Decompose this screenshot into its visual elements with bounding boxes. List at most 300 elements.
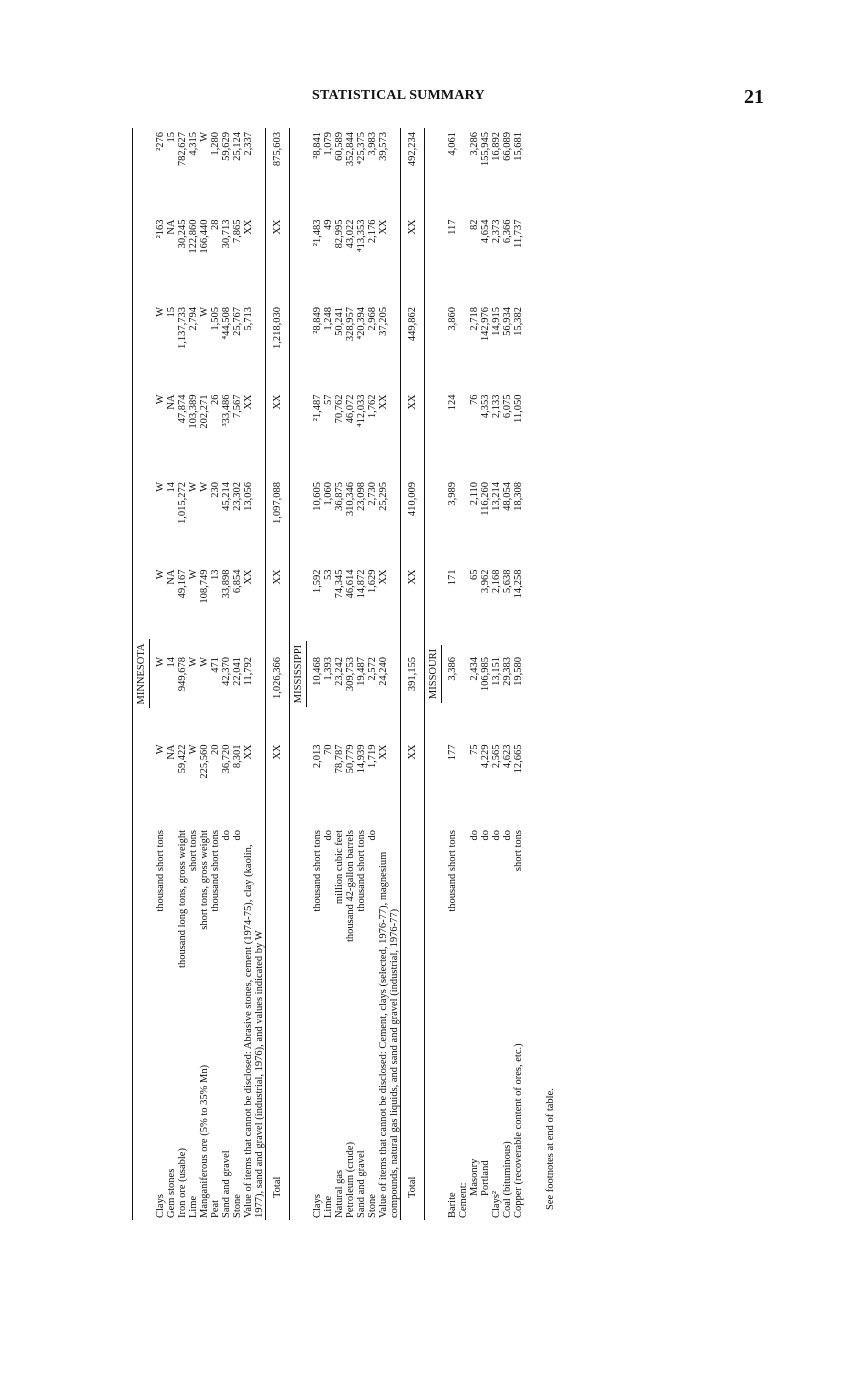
row-label-cell <box>334 828 345 1220</box>
row-label-cell <box>155 828 166 1220</box>
value-cell: 6,366 <box>502 219 513 244</box>
value-cell: ²276 <box>155 132 166 151</box>
value-cell: 56,934 <box>502 307 513 336</box>
row-label: Clays <box>312 1194 323 1218</box>
row-label: Sand and gravel <box>356 1150 367 1218</box>
total-row <box>401 128 425 1220</box>
value-cell: 309,753 <box>345 657 356 692</box>
value-cell: 166,440 <box>199 219 210 254</box>
row-label-cell <box>469 828 480 1220</box>
row-label: Coal (bituminous) <box>502 1141 513 1218</box>
total-value-cell: 391,155 <box>401 653 425 741</box>
row-label: Lime <box>323 1195 334 1218</box>
value-cell: 49,167 <box>177 569 188 599</box>
value-cell: 14,915 <box>491 307 502 336</box>
total-value-cell: XX <box>266 741 290 829</box>
row-label: Natural gas <box>334 1169 345 1218</box>
value-cell: 116,260 <box>480 482 491 516</box>
table-row <box>199 128 210 1220</box>
value-cell: 47,874 <box>177 394 188 424</box>
row-label: Barite <box>447 1192 458 1218</box>
total-row <box>266 128 290 1220</box>
value-cell <box>458 303 469 391</box>
row-label: Stone <box>367 1194 378 1218</box>
value-cell: 124 <box>447 394 458 411</box>
table-row <box>243 128 266 1220</box>
row-label-cell <box>166 828 177 1220</box>
value-cell: 2,730 <box>367 482 378 506</box>
row-unit: do <box>221 830 232 841</box>
row-label-cell <box>356 828 367 1220</box>
page-number: 21 <box>744 86 764 108</box>
value-cell: 78,787 <box>334 744 345 774</box>
value-cell: XX <box>378 744 389 760</box>
value-cell: W <box>155 569 166 580</box>
row-unit: thousand short tons <box>447 830 458 912</box>
value-cell: 28 <box>210 219 221 230</box>
value-cell: 3,989 <box>447 482 458 506</box>
row-label-cell <box>323 828 334 1220</box>
value-cell: W <box>155 482 166 492</box>
value-cell: 37,205 <box>378 307 389 336</box>
footnote-text: See footnotes at end of table. <box>545 1088 556 1210</box>
table-row <box>334 128 345 1220</box>
row-unit: do <box>367 830 378 841</box>
value-cell: 2,013 <box>312 744 323 769</box>
value-cell: 14 <box>166 482 177 493</box>
value-cell: 4,353 <box>480 394 491 419</box>
value-cell: 19,487 <box>356 657 367 686</box>
value-cell: 23,242 <box>334 657 345 686</box>
value-cell: 4,061 <box>447 132 458 156</box>
row-label: Value of items that cannot be disclosed: Cement, clays (selected, 1976-77), magnesium compounds, natural gas liquids, and sand and gravel (industrial, 1976-77) <box>378 851 400 1218</box>
row-label-cell <box>491 828 502 1220</box>
table-row <box>232 128 243 1220</box>
statistical-table <box>132 128 526 1220</box>
value-cell: 2,168 <box>491 569 502 594</box>
value-cell: 230 <box>210 482 221 498</box>
value-cell: 122,860 <box>188 219 199 254</box>
section-title: MISSISSIPPI <box>293 641 307 707</box>
value-cell: 60,589 <box>334 132 345 161</box>
value-cell: 7,567 <box>232 394 243 419</box>
table-row <box>447 128 458 1220</box>
value-cell: 225,560 <box>199 744 210 779</box>
value-cell: 2,176 <box>367 219 378 244</box>
value-cell <box>458 566 469 654</box>
value-cell <box>458 216 469 304</box>
row-label-cell <box>367 828 378 1220</box>
value-cell: 782,627 <box>177 132 188 167</box>
value-cell: W <box>199 482 210 492</box>
total-label: Total <box>401 828 425 1220</box>
section-header-row <box>133 128 156 1220</box>
row-label: Cement: <box>458 1182 469 1218</box>
total-value-cell: 1,218,030 <box>266 303 290 391</box>
value-cell: 106,985 <box>480 657 491 692</box>
table-row <box>378 128 401 1220</box>
row-label-cell <box>378 828 401 1220</box>
row-unit: do <box>323 830 334 841</box>
value-cell: 14,939 <box>356 744 367 774</box>
value-cell: 30,713 <box>221 219 232 249</box>
value-cell: 25,124 <box>232 132 243 161</box>
value-cell: 155,945 <box>480 132 491 167</box>
value-cell: W <box>188 657 199 667</box>
footnote <box>545 1020 585 1220</box>
value-cell: W <box>199 132 210 142</box>
table-row <box>323 128 334 1220</box>
value-cell: 2,133 <box>491 394 502 419</box>
value-cell: 5,638 <box>502 569 513 594</box>
table-row <box>491 128 502 1220</box>
value-cell: 1,280 <box>210 132 221 156</box>
value-cell: W <box>155 394 166 405</box>
table-row <box>513 128 524 1220</box>
section-header-row <box>425 128 448 1220</box>
value-cell: 1,248 <box>323 307 334 331</box>
value-cell: NA <box>166 219 177 235</box>
row-unit: do <box>480 830 491 841</box>
value-cell: 75 <box>469 744 480 755</box>
value-cell: 57 <box>323 394 334 405</box>
value-cell: 13 <box>210 569 221 580</box>
row-unit: thousand long tons, gross weight <box>177 830 188 968</box>
value-cell: 49 <box>323 219 334 230</box>
value-cell: 22,041 <box>232 657 243 686</box>
table-row <box>221 128 232 1220</box>
total-value-cell: 449,862 <box>401 303 425 391</box>
value-cell: 39,573 <box>378 132 389 161</box>
value-cell: 12,665 <box>513 744 524 774</box>
value-cell: 29,383 <box>502 657 513 686</box>
total-value-cell: 1,026,366 <box>266 653 290 741</box>
value-cell: W <box>188 482 199 492</box>
value-cell: ⁴12,033 <box>356 394 367 428</box>
table-row <box>480 128 491 1220</box>
value-cell: 1,629 <box>367 569 378 594</box>
value-cell: 15,382 <box>513 307 524 336</box>
value-cell <box>458 653 469 741</box>
value-cell: NA <box>166 569 177 585</box>
value-cell: 11,792 <box>243 657 254 686</box>
value-cell: 15 <box>166 307 177 318</box>
value-cell: 4,654 <box>480 219 491 244</box>
row-label-cell <box>345 828 356 1220</box>
value-cell: 65 <box>469 569 480 580</box>
value-cell: 10,605 <box>312 482 323 511</box>
table-row <box>469 128 480 1220</box>
value-cell: 5,713 <box>243 307 254 331</box>
row-unit: million cubic feet <box>334 830 345 905</box>
total-value-cell: XX <box>266 566 290 654</box>
rotated-table-container <box>132 128 532 1228</box>
value-cell: 2,373 <box>491 219 502 244</box>
value-cell: 36,875 <box>334 482 345 511</box>
row-label-cell <box>199 828 210 1220</box>
value-cell: 4,229 <box>480 744 491 769</box>
value-cell: 4,315 <box>188 132 199 156</box>
value-cell: 25,767 <box>232 307 243 336</box>
value-cell: ²1,487 <box>312 394 323 422</box>
row-label: Lime <box>188 1195 199 1218</box>
value-cell: ⁴13,353 <box>356 219 367 253</box>
row-label-cell <box>232 828 243 1220</box>
value-cell: 66,089 <box>502 132 513 161</box>
value-cell: 2,572 <box>367 657 378 681</box>
value-cell: 74,345 <box>334 569 345 599</box>
section-title: MINNESOTA <box>136 640 150 709</box>
value-cell: 18,308 <box>513 482 524 511</box>
total-label: Total <box>266 828 290 1220</box>
value-cell: 13,214 <box>491 482 502 511</box>
value-cell: 2,434 <box>469 657 480 681</box>
value-cell: 14,258 <box>513 569 524 599</box>
value-cell: 328,957 <box>345 307 356 342</box>
value-cell: W <box>155 744 166 755</box>
value-cell: ²163 <box>155 219 166 239</box>
value-cell: 15,681 <box>513 132 524 161</box>
row-label-cell <box>188 828 199 1220</box>
table-row <box>177 128 188 1220</box>
value-cell: 46,614 <box>345 569 356 599</box>
value-cell: 70,762 <box>334 394 345 424</box>
value-cell: 1,592 <box>312 569 323 594</box>
row-label-cell <box>177 828 188 1220</box>
value-cell: 19,580 <box>513 657 524 686</box>
value-cell: 25,295 <box>378 482 389 511</box>
row-unit: thousand short tons <box>312 830 323 912</box>
value-cell: 2,968 <box>367 307 378 331</box>
value-cell: 8,301 <box>232 744 243 769</box>
value-cell: 2,337 <box>243 132 254 156</box>
value-cell: 2,794 <box>188 307 199 331</box>
row-label-cell <box>480 828 491 1220</box>
total-value-cell: 875,603 <box>266 128 290 216</box>
value-cell: ³33,486 <box>221 394 232 427</box>
section-header-row <box>290 128 313 1220</box>
value-cell: ⁴25,375 <box>356 132 367 165</box>
value-cell: 14 <box>166 657 177 668</box>
value-cell <box>458 478 469 566</box>
row-label: Manganiferous ore (5% to 35% Mn) <box>199 1064 210 1218</box>
value-cell: NA <box>166 394 177 410</box>
row-label-cell <box>513 828 524 1220</box>
row-label-cell <box>210 828 221 1220</box>
row-unit: do <box>469 830 480 841</box>
value-cell: 59,629 <box>221 132 232 161</box>
row-label-cell <box>458 828 469 1220</box>
value-cell: 33,898 <box>221 569 232 599</box>
value-cell <box>458 391 469 479</box>
total-value-cell: XX <box>401 216 425 304</box>
value-cell: 23,098 <box>356 482 367 511</box>
value-cell: 45,214 <box>221 482 232 511</box>
section-title: MISSOURI <box>428 645 442 703</box>
row-label: Stone <box>232 1194 243 1218</box>
row-unit: thousand short tons <box>210 830 221 912</box>
value-cell: 13,151 <box>491 657 502 686</box>
value-cell: 26 <box>210 394 221 405</box>
value-cell: 3,983 <box>367 132 378 156</box>
value-cell: 3,386 <box>447 657 458 681</box>
value-cell: 76 <box>469 394 480 405</box>
value-cell: 471 <box>210 657 221 673</box>
table-row <box>210 128 221 1220</box>
row-unit: thousand 42-gallon barrels <box>345 830 356 942</box>
row-label-cell <box>312 828 323 1220</box>
value-cell: ²1,483 <box>312 219 323 247</box>
value-cell: 50,779 <box>345 744 356 774</box>
row-label: Iron ore (usable) <box>177 1148 188 1218</box>
value-cell: 59,422 <box>177 744 188 774</box>
value-cell: 3,860 <box>447 307 458 331</box>
value-cell: 23,302 <box>232 482 243 511</box>
table-row <box>367 128 378 1220</box>
value-cell <box>458 128 469 216</box>
value-cell: 15 <box>166 132 177 143</box>
value-cell: 70 <box>323 744 334 755</box>
value-cell: 53 <box>323 569 334 580</box>
value-cell: NA <box>166 744 177 760</box>
value-cell: 2,110 <box>469 482 480 506</box>
value-cell: 1,015,272 <box>177 482 188 524</box>
value-cell: W <box>199 307 210 317</box>
value-cell: 20 <box>210 744 221 755</box>
row-label: Clays² <box>491 1190 502 1218</box>
table-row <box>155 128 166 1220</box>
value-cell: 108,749 <box>199 569 210 604</box>
value-cell: 949,678 <box>177 657 188 692</box>
value-cell: 10,468 <box>312 657 323 686</box>
table-row <box>312 128 323 1220</box>
value-cell: 13,056 <box>243 482 254 511</box>
value-cell: ²8,849 <box>312 307 323 334</box>
value-cell: 352,844 <box>345 132 356 167</box>
value-cell: XX <box>243 219 254 235</box>
value-cell: 3,962 <box>480 569 491 594</box>
value-cell: 30,245 <box>177 219 188 249</box>
row-label: Copper (recoverable content of ores, etc.) <box>513 1043 524 1218</box>
row-label: Sand and gravel <box>221 1150 232 1218</box>
row-unit: thousand short tons <box>356 830 367 912</box>
value-cell: 6,854 <box>232 569 243 594</box>
value-cell: XX <box>243 569 254 585</box>
value-cell: ⁴44,508 <box>221 307 232 340</box>
value-cell: XX <box>378 569 389 585</box>
value-cell: ⁴20,394 <box>356 307 367 340</box>
row-label: Gem stones <box>166 1168 177 1218</box>
row-label: Petroleum (crude) <box>345 1141 356 1218</box>
value-cell: W <box>199 657 210 667</box>
value-cell: 171 <box>447 569 458 586</box>
value-cell: 1,393 <box>323 657 334 681</box>
row-label-cell <box>502 828 513 1220</box>
value-cell: 1,060 <box>323 482 334 506</box>
value-cell: 43,022 <box>345 219 356 249</box>
value-cell: XX <box>378 394 389 410</box>
value-cell: 142,976 <box>480 307 491 342</box>
value-cell: 7,865 <box>232 219 243 244</box>
value-cell: 3,286 <box>469 132 480 156</box>
running-header: STATISTICAL SUMMARY <box>312 88 485 103</box>
value-cell: 16,892 <box>491 132 502 161</box>
row-label: Portland <box>480 1160 491 1196</box>
value-cell: 117 <box>447 219 458 235</box>
table-row <box>188 128 199 1220</box>
total-value-cell: XX <box>401 391 425 479</box>
value-cell: 48,054 <box>502 482 513 511</box>
value-cell: 1,137,733 <box>177 307 188 349</box>
value-cell: 2,565 <box>491 744 502 769</box>
total-value-cell: 492,234 <box>401 128 425 216</box>
value-cell: 103,389 <box>188 394 199 429</box>
table-row <box>458 128 469 1220</box>
row-label-cell <box>243 828 266 1220</box>
value-cell: W <box>188 569 199 580</box>
value-cell: W <box>155 657 166 667</box>
value-cell: 6,075 <box>502 394 513 419</box>
row-label-cell <box>221 828 232 1220</box>
row-unit: do <box>502 830 513 841</box>
value-cell: 177 <box>447 744 458 761</box>
value-cell: 1,719 <box>367 744 378 769</box>
total-value-cell: XX <box>401 741 425 829</box>
table-row <box>345 128 356 1220</box>
value-cell: 82,995 <box>334 219 345 249</box>
row-label-cell <box>447 828 458 1220</box>
value-cell: XX <box>243 394 254 410</box>
row-label: Clays <box>155 1194 166 1218</box>
value-cell: 1,762 <box>367 394 378 419</box>
row-unit: thousand short tons <box>155 830 166 912</box>
row-unit: short tons <box>188 830 199 872</box>
value-cell: 2,718 <box>469 307 480 331</box>
value-cell: ²8,841 <box>312 132 323 159</box>
value-cell: W <box>155 307 166 317</box>
value-cell <box>458 741 469 829</box>
value-cell: W <box>188 744 199 755</box>
value-cell: 24,240 <box>378 657 389 686</box>
value-cell: 202,271 <box>199 394 210 429</box>
value-cell: 4,623 <box>502 744 513 769</box>
value-cell: 36,720 <box>221 744 232 774</box>
total-value-cell: XX <box>266 216 290 304</box>
table-row <box>166 128 177 1220</box>
table-row <box>356 128 367 1220</box>
value-cell: XX <box>378 219 389 235</box>
value-cell: 1,079 <box>323 132 334 156</box>
data-table <box>132 128 524 1220</box>
row-label: Value of items that cannot be disclosed: Abrasive stones, cement (1974-75), clay (kaolin, 1977), sand and gravel (industrial, 1976), and values indicated by W <box>243 844 265 1218</box>
value-cell: 1,505 <box>210 307 221 331</box>
total-value-cell: XX <box>401 566 425 654</box>
value-cell: 42,370 <box>221 657 232 686</box>
row-unit: do <box>232 830 243 841</box>
value-cell: XX <box>243 744 254 760</box>
value-cell: 50,241 <box>334 307 345 336</box>
total-value-cell: 410,009 <box>401 478 425 566</box>
row-label: Masonry <box>469 1158 480 1196</box>
total-value-cell: XX <box>266 391 290 479</box>
row-unit: short tons, gross weight <box>199 830 210 930</box>
value-cell: 11,050 <box>513 394 524 423</box>
row-unit: do <box>491 830 502 841</box>
value-cell: 14,872 <box>356 569 367 599</box>
value-cell: 11,737 <box>513 219 524 248</box>
table-row <box>502 128 513 1220</box>
row-unit: short tons <box>513 830 524 872</box>
